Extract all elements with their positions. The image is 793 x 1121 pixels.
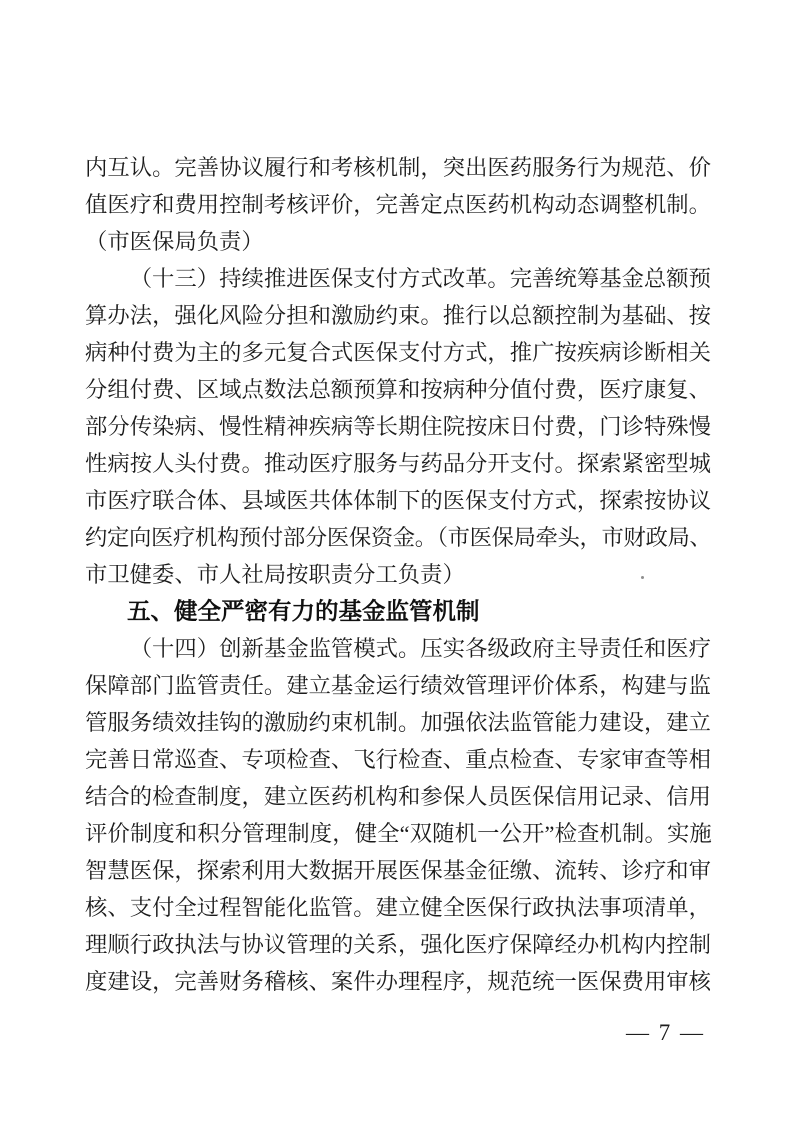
text-line: 完善日常巡查、专项检查、飞行检查、重点检查、专家审查等相	[85, 747, 711, 772]
text-line: 算办法，强化风险分担和激励约束。推行以总额控制为基础、按	[85, 303, 711, 328]
page-number: — 7 —	[626, 1020, 705, 1045]
text-line: 性病按人头付费。推动医疗服务与药品分开支付。探索紧密型城	[85, 451, 711, 476]
text-line: 内互认。完善协议履行和考核机制，突出医药服务行为规范、价	[85, 155, 711, 180]
text-line: 智慧医保，探索利用大数据开展医保基金征缴、流转、诊疗和审	[85, 858, 711, 883]
text-line: 管服务绩效挂钩的激励约束机制。加强依法监管能力建设，建立	[85, 710, 711, 735]
text-line: 保障部门监管责任。建立基金运行绩效管理评价体系，构建与监	[85, 673, 711, 698]
text-line: 市卫健委、市人社局按职责分工负责）	[85, 562, 465, 587]
section-heading: 五、健全严密有力的基金监管机制	[127, 598, 480, 624]
text-line: 度建设，完善财务稽核、案件办理程序，规范统一医保费用审核	[85, 969, 711, 994]
text-line: 病种付费为主的多元复合式医保支付方式，推广按疾病诊断相关	[85, 340, 711, 365]
text-line: 分组付费、区域点数法总额预算和按病种分值付费，医疗康复、	[85, 377, 711, 402]
scan-speck	[641, 576, 644, 579]
text-line: 结合的检查制度，建立医药机构和参保人员医保信用记录、信用	[85, 784, 711, 809]
text-line: 核、支付全过程智能化监管。建立健全医保行政执法事项清单，	[85, 895, 711, 920]
text-line: 评价制度和积分管理制度，健全“双随机一公开”检查机制。实施	[85, 821, 711, 846]
text-line: 约定向医疗机构预付部分医保资金。（市医保局牵头，市财政局、	[85, 525, 711, 550]
text-line: 部分传染病、慢性精神疾病等长期住院按床日付费，门诊特殊慢	[85, 414, 711, 439]
text-line: （十四）创新基金监管模式。压实各级政府主导责任和医疗	[129, 636, 711, 661]
text-line: 理顺行政执法与协议管理的关系，强化医疗保障经办机构内控制	[85, 932, 711, 957]
document-text	[85, 149, 711, 1000]
text-line: 市医疗联合体、县域医共体体制下的医保支付方式，探索按协议	[85, 488, 711, 513]
text-line: （十三）持续推进医保支付方式改革。完善统筹基金总额预	[129, 266, 711, 291]
text-line: （市医保局负责）	[85, 229, 264, 254]
text-line: 值医疗和费用控制考核评价，完善定点医药机构动态调整机制。	[85, 192, 711, 217]
